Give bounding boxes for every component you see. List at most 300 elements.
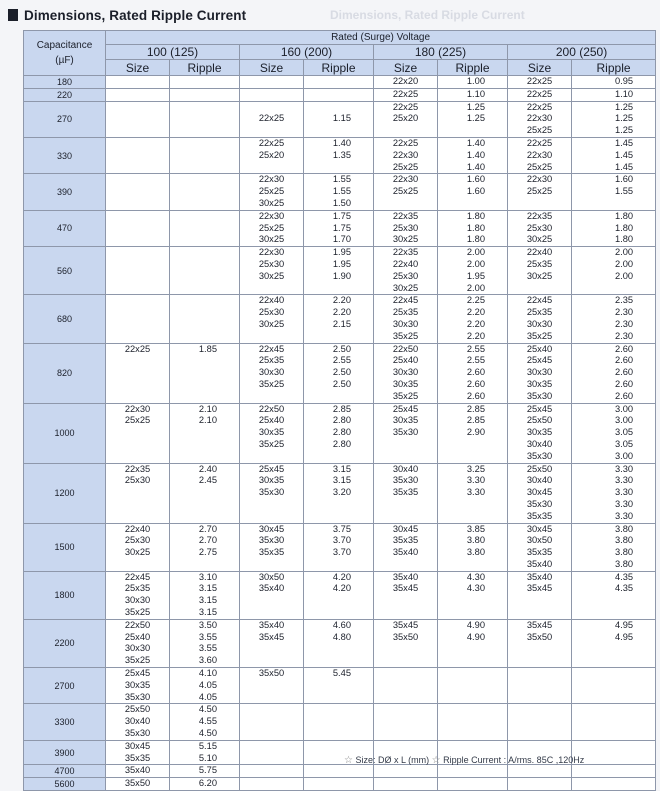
ripple-value: 4.55	[198, 716, 217, 727]
ripple-cell	[572, 137, 656, 173]
ripple-value: 3.80	[614, 558, 634, 569]
ripple-value: 1.40	[466, 149, 485, 160]
ripple-cell	[170, 137, 240, 173]
ripple-value: 1.80	[466, 210, 485, 221]
size-cell	[240, 343, 304, 403]
size-value: 35x45	[392, 583, 419, 594]
ripple-value: 3.70	[332, 535, 351, 546]
ripple-cell	[304, 571, 374, 619]
size-value: 30x25	[526, 234, 553, 245]
size-header: Size	[240, 60, 304, 76]
table-row	[24, 619, 656, 667]
ripple-cell	[572, 704, 656, 740]
size-value: 35x45	[526, 619, 553, 630]
size-value: 35x45	[526, 583, 553, 594]
size-value: 30x30	[526, 318, 553, 329]
ripple-cell	[304, 137, 374, 173]
size-value: 25x25	[526, 161, 553, 172]
size-cell	[374, 523, 438, 571]
ripple-cell	[438, 76, 508, 89]
ripple-value: 2.85	[332, 403, 351, 414]
size-cell	[106, 740, 170, 765]
ripple-cell	[438, 403, 508, 463]
size-value: 25x30	[392, 270, 419, 281]
ripple-cell	[572, 778, 656, 791]
size-value: 25x25	[392, 161, 419, 172]
ripple-cell	[170, 765, 240, 778]
size-cell	[508, 174, 572, 210]
size-cell	[508, 88, 572, 101]
size-cell	[508, 343, 572, 403]
ripple-value: 1.80	[614, 234, 634, 245]
ripple-value: 3.80	[614, 535, 634, 546]
ripple-value: 1.10	[466, 88, 485, 99]
ripple-value: 3.80	[466, 535, 485, 546]
size-cell	[106, 463, 170, 523]
ripple-cell	[170, 619, 240, 667]
size-value: 35x35	[258, 547, 285, 558]
ripple-cell	[572, 174, 656, 210]
ripple-cell	[170, 740, 240, 765]
ripple-value: 2.00	[614, 270, 634, 281]
size-cell	[240, 88, 304, 101]
ripple-value: 2.20	[466, 318, 485, 329]
ripple-value: 4.90	[466, 619, 485, 630]
ripple-value: 2.50	[332, 378, 351, 389]
size-value: 25x35	[392, 307, 419, 318]
size-value: 30x40	[526, 475, 553, 486]
ripple-value: 1.40	[466, 137, 485, 148]
ripple-cell	[572, 619, 656, 667]
ripple-value: 1.50	[332, 197, 351, 208]
ripple-value: 3.30	[614, 510, 634, 521]
ripple-value: 1.85	[198, 343, 217, 354]
size-value: 35x40	[258, 583, 285, 594]
size-value: 35x30	[258, 535, 285, 546]
ripple-cell	[304, 619, 374, 667]
size-value: 22x30	[258, 247, 285, 258]
size-value: 30x45	[392, 523, 419, 534]
size-value: 22x45	[392, 295, 419, 306]
ripple-value: 2.60	[466, 378, 485, 389]
size-value: 35x30	[526, 498, 553, 509]
size-value: 25x30	[258, 307, 285, 318]
ripple-value: 2.60	[466, 390, 485, 401]
ripple-value: 1.75	[332, 210, 351, 221]
size-cell	[374, 88, 438, 101]
ripple-value: 1.25	[614, 101, 634, 112]
ripple-value: 2.00	[466, 247, 485, 258]
ripple-value: 4.80	[332, 631, 351, 642]
size-cell	[374, 704, 438, 740]
size-value: 22x50	[124, 619, 151, 630]
table-row	[24, 88, 656, 101]
capacitance-cell: 560	[24, 247, 106, 295]
ripple-cell	[304, 295, 374, 343]
size-cell	[374, 619, 438, 667]
size-value: 22x25	[258, 137, 285, 148]
size-value: 22x30	[124, 403, 151, 414]
ripple-value: 1.40	[466, 161, 485, 172]
ripple-cell	[170, 571, 240, 619]
size-value: 22x30	[392, 174, 419, 185]
ripple-cell	[170, 76, 240, 89]
ripple-cell	[572, 76, 656, 89]
ripple-value: 2.60	[614, 367, 634, 378]
ripple-value: 1.80	[466, 222, 485, 233]
size-cell	[508, 76, 572, 89]
size-cell	[374, 571, 438, 619]
size-value: 35x35	[392, 535, 419, 546]
size-value: 35x25	[258, 438, 285, 449]
size-value: 25x45	[124, 668, 151, 679]
rated-voltage-header: Rated (Surge) Voltage	[106, 31, 656, 45]
size-value: 25x30	[526, 222, 553, 233]
size-cell	[106, 571, 170, 619]
size-value: 35x40	[526, 558, 553, 569]
capacitance-cell: 1200	[24, 463, 106, 523]
ripple-cell	[304, 778, 374, 791]
size-value: 35x30	[392, 427, 419, 438]
size-value: 25x45	[258, 463, 285, 474]
ripple-value: 3.00	[614, 450, 634, 461]
ripple-value: 2.70	[198, 523, 217, 534]
size-note: Size: DØ x L (mm)	[355, 755, 430, 765]
size-value: 22x25	[392, 137, 419, 148]
size-value: 22x25	[526, 76, 553, 86]
ripple-cell	[572, 101, 656, 137]
size-cell	[106, 101, 170, 137]
ripple-value: 2.45	[198, 475, 217, 486]
ripple-value: 2.10	[198, 415, 217, 426]
ripple-cell	[170, 295, 240, 343]
size-value: 22x30	[258, 210, 285, 221]
ripple-value: 3.50	[198, 619, 217, 630]
ripple-cell	[170, 174, 240, 210]
ripple-cell	[304, 76, 374, 89]
ripple-value: 6.20	[198, 778, 217, 789]
size-value: 35x25	[392, 330, 419, 341]
size-header: Size	[106, 60, 170, 76]
ripple-value: 2.00	[466, 282, 485, 293]
size-cell	[374, 295, 438, 343]
star-outline-icon: ☆	[431, 755, 441, 766]
ripple-value: 2.40	[198, 463, 217, 474]
ripple-header: Ripple	[170, 60, 240, 76]
ripple-value: 2.80	[332, 427, 351, 438]
size-value: 25x25	[258, 222, 285, 233]
ripple-cell	[170, 668, 240, 704]
ripple-cell	[304, 403, 374, 463]
size-cell	[106, 343, 170, 403]
ripple-header: Ripple	[304, 60, 374, 76]
ripple-value: 3.05	[614, 427, 634, 438]
size-cell	[508, 571, 572, 619]
capacitance-cell: 3900	[24, 740, 106, 765]
size-value: 25x35	[526, 258, 553, 269]
ripple-value: 2.60	[614, 355, 634, 366]
ripple-value: 3.00	[614, 415, 634, 426]
ripple-cell	[170, 403, 240, 463]
ripple-value: 3.30	[466, 475, 485, 486]
size-cell	[240, 704, 304, 740]
size-value: 30x30	[124, 643, 151, 654]
size-cell	[374, 778, 438, 791]
ripple-value: 1.55	[332, 174, 351, 185]
size-value: 30x25	[258, 270, 285, 281]
size-cell	[508, 403, 572, 463]
ripple-value: 5.15	[198, 740, 217, 751]
table-row	[24, 403, 656, 463]
ripple-cell	[304, 463, 374, 523]
ripple-cell	[304, 668, 374, 704]
size-cell	[106, 137, 170, 173]
ripple-value: 3.80	[614, 523, 634, 534]
size-value: 35x40	[124, 765, 151, 776]
ripple-cell	[572, 295, 656, 343]
ripple-value: 2.70	[198, 535, 217, 546]
ripple-value: 2.80	[332, 415, 351, 426]
ripple-cell	[438, 463, 508, 523]
ripple-value: 4.60	[332, 619, 351, 630]
capacitance-cell: 1800	[24, 571, 106, 619]
ripple-value: 2.15	[332, 318, 351, 329]
capacitance-cell: 220	[24, 88, 106, 101]
size-value: 25x20	[392, 113, 419, 124]
ripple-value: 2.50	[332, 367, 351, 378]
size-cell	[240, 76, 304, 89]
size-cell	[106, 174, 170, 210]
capacitance-unit: (µF)	[55, 55, 74, 66]
size-value: 22x25	[526, 101, 553, 112]
size-value: 22x25	[392, 101, 419, 112]
ripple-value: 3.75	[332, 523, 351, 534]
size-value: 30x25	[258, 234, 285, 245]
ripple-value: 3.55	[198, 643, 217, 654]
ripple-cell	[304, 343, 374, 403]
section-title	[8, 4, 246, 26]
ripple-value: 2.55	[466, 343, 485, 354]
size-value: 30x25	[124, 547, 151, 558]
ripple-value: 3.15	[198, 583, 217, 594]
capacitance-cell: 4700	[24, 765, 106, 778]
ripple-value: 4.30	[466, 571, 485, 582]
size-cell	[508, 523, 572, 571]
ripple-cell	[438, 88, 508, 101]
ripple-value: 5.75	[198, 765, 217, 776]
size-value: 22x25	[124, 343, 151, 354]
size-value: 35x25	[392, 390, 419, 401]
size-value: 22x50	[392, 343, 419, 354]
size-value: 25x30	[124, 535, 151, 546]
size-value: 30x45	[124, 740, 151, 751]
size-value: 30x25	[258, 318, 285, 329]
voltage-header: 160 (200)	[240, 45, 374, 60]
size-value: 30x35	[258, 475, 285, 486]
capacitance-cell: 390	[24, 174, 106, 210]
ripple-value: 2.60	[614, 390, 634, 401]
size-value: 30x25	[526, 270, 553, 281]
table-row	[24, 101, 656, 137]
size-value: 35x30	[258, 487, 285, 498]
size-value: 30x25	[258, 197, 285, 208]
size-cell	[508, 668, 572, 704]
section-title-text: Dimensions, Rated Ripple Current	[24, 7, 247, 23]
size-cell	[240, 668, 304, 704]
size-value: 25x30	[258, 258, 285, 269]
ripple-value: 1.55	[332, 186, 351, 197]
size-value: 22x40	[392, 258, 419, 269]
ripple-cell	[572, 343, 656, 403]
size-cell	[374, 247, 438, 295]
capacitance-cell: 2700	[24, 668, 106, 704]
size-header: Size	[508, 60, 572, 76]
size-cell	[106, 210, 170, 246]
ripple-cell	[438, 210, 508, 246]
size-value: 22x25	[526, 137, 553, 148]
size-value: 22x35	[124, 463, 151, 474]
ripple-value: 4.20	[332, 571, 351, 582]
ripple-value: 3.70	[332, 547, 351, 558]
size-value: 22x25	[258, 113, 285, 124]
size-cell	[374, 403, 438, 463]
size-cell	[106, 765, 170, 778]
size-value: 30x40	[526, 438, 553, 449]
ripple-value: 2.30	[614, 330, 634, 341]
ripple-value: 1.10	[614, 88, 634, 99]
ripple-cell	[438, 668, 508, 704]
ripple-value: 2.20	[466, 307, 485, 318]
size-value: 25x45	[392, 403, 419, 414]
size-cell	[374, 137, 438, 173]
table-row	[24, 174, 656, 210]
size-value: 35x30	[526, 450, 553, 461]
size-value: 35x25	[258, 378, 285, 389]
ripple-value: 1.95	[332, 247, 351, 258]
ripple-cell	[438, 247, 508, 295]
size-cell	[508, 619, 572, 667]
table-row	[24, 76, 656, 89]
ripple-value: 2.50	[332, 343, 351, 354]
ripple-value: 2.00	[614, 247, 634, 258]
ripple-value: 5.10	[198, 752, 217, 763]
ripple-cell	[170, 210, 240, 246]
ripple-value: 3.15	[332, 475, 351, 486]
size-value: 22x30	[526, 113, 553, 124]
ripple-current-table	[23, 30, 656, 791]
size-cell	[106, 247, 170, 295]
ripple-value: 3.15	[198, 607, 217, 618]
ripple-value: 1.80	[614, 210, 634, 221]
ripple-value: 2.60	[466, 367, 485, 378]
ripple-cell	[170, 523, 240, 571]
size-value: 30x40	[392, 463, 419, 474]
capacitance-header-label: Capacitance	[36, 40, 93, 51]
size-value: 25x40	[526, 343, 553, 354]
size-cell	[106, 88, 170, 101]
ripple-value: 4.05	[198, 691, 217, 702]
size-value: 35x35	[526, 547, 553, 558]
voltage-header: 200 (250)	[508, 45, 656, 60]
ripple-header: Ripple	[438, 60, 508, 76]
size-value: 25x50	[526, 463, 553, 474]
ripple-value: 0.95	[614, 76, 634, 86]
size-cell	[240, 740, 304, 765]
size-value: 30x30	[124, 595, 151, 606]
ripple-value: 1.60	[466, 174, 485, 185]
ripple-cell	[170, 88, 240, 101]
capacitance-cell: 3300	[24, 704, 106, 740]
size-value: 35x35	[392, 487, 419, 498]
ripple-value: 2.20	[332, 307, 351, 318]
ripple-value: 4.90	[466, 631, 485, 642]
ripple-value: 4.50	[198, 728, 217, 739]
ripple-value: 3.30	[614, 487, 634, 498]
size-value: 25x40	[392, 355, 419, 366]
size-cell	[106, 295, 170, 343]
capacitance-header	[24, 31, 106, 76]
ripple-cell	[438, 101, 508, 137]
size-value: 30x25	[392, 282, 419, 293]
size-value: 30x35	[392, 415, 419, 426]
size-value: 22x35	[392, 210, 419, 221]
ripple-value: 1.80	[614, 222, 634, 233]
star-outline-icon: ☆	[344, 755, 353, 766]
size-value: 22x45	[124, 571, 151, 582]
size-value: 25x25	[258, 186, 285, 197]
size-cell	[240, 765, 304, 778]
size-value: 25x35	[258, 355, 285, 366]
ripple-value: 2.55	[332, 355, 351, 366]
capacitance-cell: 330	[24, 137, 106, 173]
ripple-cell	[572, 247, 656, 295]
size-value: 30x45	[258, 523, 285, 534]
size-cell	[374, 101, 438, 137]
capacitance-cell: 680	[24, 295, 106, 343]
size-value: 22x30	[392, 149, 419, 160]
ripple-cell	[438, 571, 508, 619]
size-value: 35x50	[526, 631, 553, 642]
ripple-value: 4.20	[332, 583, 351, 594]
ripple-cell	[572, 463, 656, 523]
size-value: 30x50	[526, 535, 553, 546]
show-through-title: Dimensions, Rated Ripple Current	[330, 8, 525, 22]
ripple-value: 3.30	[614, 475, 634, 486]
size-value: 35x25	[124, 607, 151, 618]
size-value	[240, 102, 303, 114]
ripple-value: 4.35	[614, 583, 634, 594]
ripple-value: 3.30	[614, 463, 634, 474]
size-value: 25x50	[526, 415, 553, 426]
ripple-header: Ripple	[572, 60, 656, 76]
size-value: 25x25	[124, 415, 151, 426]
size-value: 22x35	[392, 247, 419, 258]
ripple-cell	[170, 704, 240, 740]
size-value: 35x50	[392, 631, 419, 642]
size-value: 30x30	[392, 318, 419, 329]
size-value: 22x30	[258, 174, 285, 185]
size-value: 25x45	[526, 355, 553, 366]
size-cell	[374, 76, 438, 89]
ripple-cell	[170, 247, 240, 295]
ripple-value: 1.90	[332, 270, 351, 281]
ripple-cell	[304, 101, 374, 137]
ripple-value: 2.75	[198, 547, 217, 558]
size-cell	[240, 295, 304, 343]
table-row	[24, 247, 656, 295]
capacitance-cell: 270	[24, 101, 106, 137]
ripple-cell	[572, 571, 656, 619]
